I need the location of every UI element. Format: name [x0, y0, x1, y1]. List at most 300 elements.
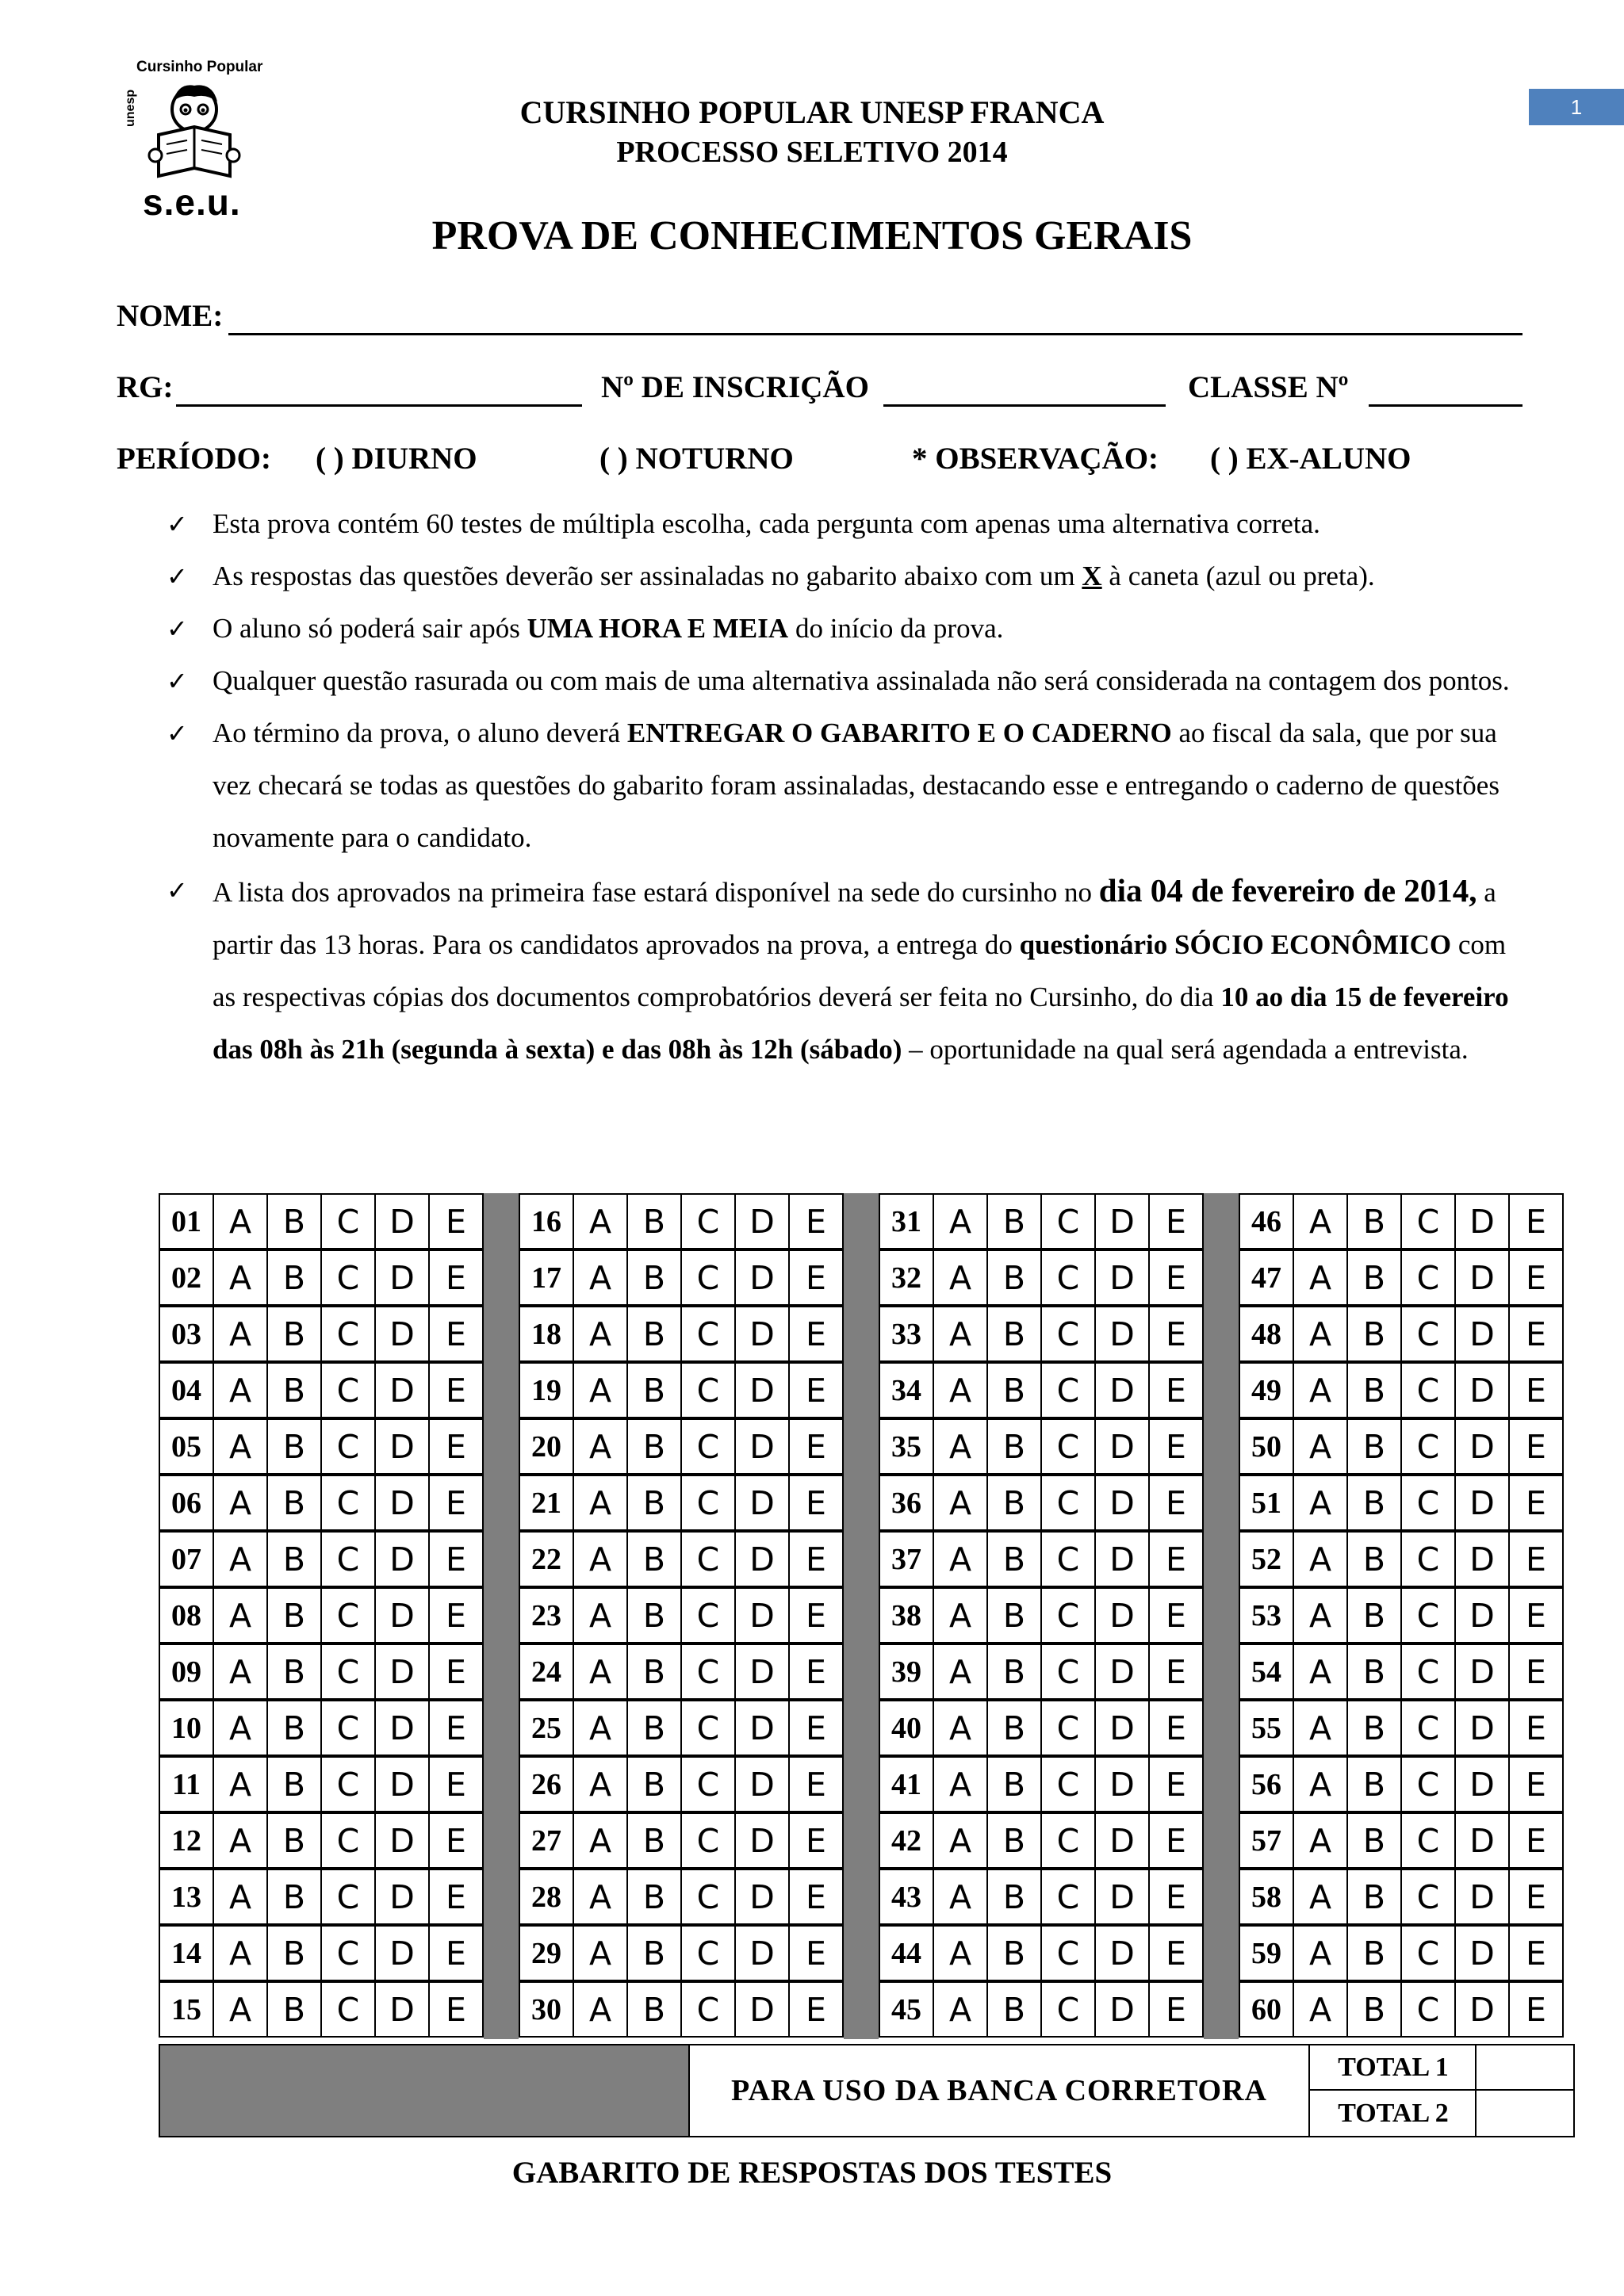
answer-option-a[interactable]: A: [933, 1362, 986, 1418]
answer-option-b[interactable]: B: [986, 1700, 1040, 1756]
answer-option-e[interactable]: E: [428, 1756, 484, 1812]
answer-option-d[interactable]: D: [374, 1306, 428, 1362]
answer-option-b[interactable]: B: [986, 1981, 1040, 2038]
answer-option-e[interactable]: E: [428, 1869, 484, 1925]
answer-option-c[interactable]: C: [1400, 1587, 1454, 1644]
answer-option-a[interactable]: A: [1293, 1812, 1346, 1869]
answer-option-e[interactable]: E: [788, 1531, 844, 1587]
answer-option-e[interactable]: E: [788, 1249, 844, 1306]
answer-option-c[interactable]: C: [680, 1418, 734, 1475]
answer-option-c[interactable]: C: [1040, 1700, 1094, 1756]
answer-option-b[interactable]: B: [626, 1249, 680, 1306]
answer-option-b[interactable]: B: [626, 1362, 680, 1418]
answer-option-d[interactable]: D: [374, 1644, 428, 1700]
answer-option-b[interactable]: B: [266, 1869, 320, 1925]
answer-option-a[interactable]: A: [213, 1531, 266, 1587]
answer-option-c[interactable]: C: [680, 1981, 734, 2038]
answer-option-b[interactable]: B: [1346, 1418, 1400, 1475]
answer-option-b[interactable]: B: [986, 1362, 1040, 1418]
answer-option-c[interactable]: C: [1400, 1531, 1454, 1587]
answer-option-d[interactable]: D: [734, 1418, 788, 1475]
answer-option-a[interactable]: A: [213, 1812, 266, 1869]
answer-option-a[interactable]: A: [933, 1418, 986, 1475]
answer-option-c[interactable]: C: [1040, 1587, 1094, 1644]
answer-option-a[interactable]: A: [1293, 1869, 1346, 1925]
answer-option-b[interactable]: B: [626, 1812, 680, 1869]
answer-option-b[interactable]: B: [626, 1756, 680, 1812]
answer-option-c[interactable]: C: [1400, 1475, 1454, 1531]
answer-option-d[interactable]: D: [1454, 1812, 1508, 1869]
answer-option-b[interactable]: B: [626, 1418, 680, 1475]
answer-option-e[interactable]: E: [788, 1644, 844, 1700]
answer-option-b[interactable]: B: [986, 1812, 1040, 1869]
answer-option-c[interactable]: C: [320, 1812, 374, 1869]
answer-option-e[interactable]: E: [428, 1812, 484, 1869]
answer-option-b[interactable]: B: [266, 1587, 320, 1644]
answer-option-c[interactable]: C: [1400, 1925, 1454, 1981]
answer-option-d[interactable]: D: [1454, 1193, 1508, 1249]
answer-option-c[interactable]: C: [320, 1475, 374, 1531]
answer-option-a[interactable]: A: [933, 1306, 986, 1362]
answer-option-e[interactable]: E: [1508, 1812, 1564, 1869]
answer-option-c[interactable]: C: [1040, 1249, 1094, 1306]
answer-option-b[interactable]: B: [626, 1981, 680, 2038]
answer-option-b[interactable]: B: [986, 1644, 1040, 1700]
answer-option-b[interactable]: B: [266, 1756, 320, 1812]
answer-option-a[interactable]: A: [1293, 1531, 1346, 1587]
answer-option-b[interactable]: B: [626, 1306, 680, 1362]
answer-option-e[interactable]: E: [1148, 1587, 1204, 1644]
answer-option-d[interactable]: D: [1094, 1362, 1148, 1418]
answer-option-a[interactable]: A: [933, 1475, 986, 1531]
answer-option-c[interactable]: C: [680, 1362, 734, 1418]
answer-option-a[interactable]: A: [1293, 1587, 1346, 1644]
answer-option-b[interactable]: B: [986, 1756, 1040, 1812]
answer-option-e[interactable]: E: [788, 1418, 844, 1475]
answer-option-d[interactable]: D: [1094, 1925, 1148, 1981]
answer-option-d[interactable]: D: [374, 1249, 428, 1306]
answer-option-e[interactable]: E: [1148, 1812, 1204, 1869]
answer-option-c[interactable]: C: [1040, 1193, 1094, 1249]
answer-option-b[interactable]: B: [266, 1249, 320, 1306]
answer-option-c[interactable]: C: [320, 1249, 374, 1306]
answer-option-c[interactable]: C: [1400, 1362, 1454, 1418]
answer-option-e[interactable]: E: [428, 1306, 484, 1362]
answer-option-d[interactable]: D: [734, 1981, 788, 2038]
answer-option-b[interactable]: B: [986, 1531, 1040, 1587]
answer-option-d[interactable]: D: [734, 1362, 788, 1418]
answer-option-a[interactable]: A: [573, 1925, 626, 1981]
answer-option-a[interactable]: A: [573, 1756, 626, 1812]
answer-option-e[interactable]: E: [788, 1981, 844, 2038]
answer-option-b[interactable]: B: [626, 1475, 680, 1531]
answer-option-b[interactable]: B: [1346, 1193, 1400, 1249]
answer-option-c[interactable]: C: [680, 1756, 734, 1812]
answer-option-b[interactable]: B: [1346, 1925, 1400, 1981]
answer-option-e[interactable]: E: [1508, 1869, 1564, 1925]
answer-option-b[interactable]: B: [266, 1418, 320, 1475]
answer-option-b[interactable]: B: [1346, 1306, 1400, 1362]
answer-option-a[interactable]: A: [573, 1700, 626, 1756]
answer-option-c[interactable]: C: [1400, 1812, 1454, 1869]
answer-option-d[interactable]: D: [1454, 1531, 1508, 1587]
answer-option-e[interactable]: E: [1508, 1925, 1564, 1981]
answer-option-d[interactable]: D: [374, 1587, 428, 1644]
answer-option-e[interactable]: E: [428, 1475, 484, 1531]
answer-option-e[interactable]: E: [428, 1587, 484, 1644]
answer-option-e[interactable]: E: [1508, 1306, 1564, 1362]
answer-option-d[interactable]: D: [374, 1475, 428, 1531]
answer-option-d[interactable]: D: [734, 1531, 788, 1587]
answer-option-e[interactable]: E: [1148, 1193, 1204, 1249]
answer-option-e[interactable]: E: [428, 1925, 484, 1981]
answer-option-e[interactable]: E: [1148, 1306, 1204, 1362]
inscricao-input-line[interactable]: [883, 404, 1166, 407]
answer-option-d[interactable]: D: [734, 1925, 788, 1981]
answer-option-a[interactable]: A: [1293, 1644, 1346, 1700]
answer-option-c[interactable]: C: [1040, 1306, 1094, 1362]
answer-option-c[interactable]: C: [1400, 1306, 1454, 1362]
answer-option-e[interactable]: E: [1148, 1981, 1204, 2038]
answer-option-a[interactable]: A: [213, 1475, 266, 1531]
answer-option-d[interactable]: D: [734, 1306, 788, 1362]
answer-option-a[interactable]: A: [573, 1644, 626, 1700]
answer-option-b[interactable]: B: [1346, 1362, 1400, 1418]
answer-option-d[interactable]: D: [1454, 1644, 1508, 1700]
answer-option-c[interactable]: C: [1040, 1475, 1094, 1531]
answer-option-e[interactable]: E: [1508, 1418, 1564, 1475]
answer-option-e[interactable]: E: [1508, 1193, 1564, 1249]
answer-option-a[interactable]: A: [213, 1587, 266, 1644]
answer-option-e[interactable]: E: [1148, 1869, 1204, 1925]
answer-option-e[interactable]: E: [788, 1869, 844, 1925]
answer-option-d[interactable]: D: [734, 1587, 788, 1644]
answer-option-a[interactable]: A: [933, 1981, 986, 2038]
answer-option-c[interactable]: C: [320, 1700, 374, 1756]
answer-option-d[interactable]: D: [734, 1193, 788, 1249]
answer-option-e[interactable]: E: [428, 1644, 484, 1700]
answer-option-b[interactable]: B: [1346, 1587, 1400, 1644]
answer-option-c[interactable]: C: [1400, 1981, 1454, 2038]
answer-option-c[interactable]: C: [1400, 1418, 1454, 1475]
diurno-checkbox[interactable]: ( ) DIURNO: [316, 442, 477, 476]
answer-option-c[interactable]: C: [680, 1306, 734, 1362]
answer-option-a[interactable]: A: [573, 1869, 626, 1925]
answer-option-e[interactable]: E: [1148, 1475, 1204, 1531]
answer-option-a[interactable]: A: [213, 1249, 266, 1306]
answer-option-e[interactable]: E: [788, 1700, 844, 1756]
answer-option-e[interactable]: E: [1508, 1249, 1564, 1306]
answer-option-a[interactable]: A: [573, 1531, 626, 1587]
answer-option-a[interactable]: A: [933, 1925, 986, 1981]
answer-option-e[interactable]: E: [1508, 1981, 1564, 2038]
answer-option-d[interactable]: D: [374, 1981, 428, 2038]
answer-option-c[interactable]: C: [680, 1925, 734, 1981]
answer-option-c[interactable]: C: [680, 1869, 734, 1925]
noturno-checkbox[interactable]: ( ) NOTURNO: [599, 442, 794, 476]
answer-option-e[interactable]: E: [428, 1193, 484, 1249]
answer-option-d[interactable]: D: [1454, 1925, 1508, 1981]
answer-option-a[interactable]: A: [573, 1249, 626, 1306]
answer-option-b[interactable]: B: [266, 1193, 320, 1249]
answer-option-b[interactable]: B: [626, 1869, 680, 1925]
answer-option-c[interactable]: C: [680, 1249, 734, 1306]
answer-option-d[interactable]: D: [1454, 1869, 1508, 1925]
answer-option-e[interactable]: E: [428, 1981, 484, 2038]
answer-option-a[interactable]: A: [573, 1362, 626, 1418]
answer-option-b[interactable]: B: [1346, 1700, 1400, 1756]
answer-option-b[interactable]: B: [266, 1981, 320, 2038]
answer-option-e[interactable]: E: [788, 1925, 844, 1981]
answer-option-b[interactable]: B: [986, 1418, 1040, 1475]
answer-option-d[interactable]: D: [374, 1812, 428, 1869]
answer-option-d[interactable]: D: [1094, 1812, 1148, 1869]
answer-option-a[interactable]: A: [1293, 1362, 1346, 1418]
answer-option-a[interactable]: A: [1293, 1475, 1346, 1531]
answer-option-e[interactable]: E: [1148, 1700, 1204, 1756]
answer-option-b[interactable]: B: [626, 1193, 680, 1249]
answer-option-d[interactable]: D: [1094, 1756, 1148, 1812]
answer-option-d[interactable]: D: [1094, 1700, 1148, 1756]
answer-option-a[interactable]: A: [933, 1812, 986, 1869]
answer-option-b[interactable]: B: [986, 1869, 1040, 1925]
answer-option-d[interactable]: D: [1094, 1981, 1148, 2038]
answer-option-c[interactable]: C: [1400, 1869, 1454, 1925]
answer-option-b[interactable]: B: [626, 1700, 680, 1756]
answer-option-b[interactable]: B: [266, 1812, 320, 1869]
answer-option-e[interactable]: E: [1508, 1475, 1564, 1531]
answer-option-a[interactable]: A: [933, 1700, 986, 1756]
answer-option-a[interactable]: A: [1293, 1249, 1346, 1306]
answer-option-b[interactable]: B: [986, 1925, 1040, 1981]
answer-option-b[interactable]: B: [1346, 1644, 1400, 1700]
answer-option-a[interactable]: A: [1293, 1925, 1346, 1981]
answer-option-c[interactable]: C: [680, 1193, 734, 1249]
answer-option-e[interactable]: E: [788, 1587, 844, 1644]
answer-option-a[interactable]: A: [1293, 1756, 1346, 1812]
answer-option-e[interactable]: E: [1508, 1644, 1564, 1700]
answer-option-e[interactable]: E: [788, 1362, 844, 1418]
answer-option-e[interactable]: E: [1508, 1756, 1564, 1812]
answer-option-b[interactable]: B: [1346, 1531, 1400, 1587]
answer-option-d[interactable]: D: [374, 1531, 428, 1587]
answer-option-e[interactable]: E: [788, 1812, 844, 1869]
answer-option-c[interactable]: C: [1040, 1362, 1094, 1418]
answer-option-b[interactable]: B: [986, 1193, 1040, 1249]
answer-option-e[interactable]: E: [1148, 1531, 1204, 1587]
answer-option-b[interactable]: B: [1346, 1756, 1400, 1812]
answer-option-d[interactable]: D: [1454, 1418, 1508, 1475]
answer-option-c[interactable]: C: [320, 1925, 374, 1981]
answer-option-e[interactable]: E: [1148, 1249, 1204, 1306]
answer-option-d[interactable]: D: [1454, 1306, 1508, 1362]
answer-option-d[interactable]: D: [374, 1869, 428, 1925]
answer-option-b[interactable]: B: [1346, 1869, 1400, 1925]
answer-option-b[interactable]: B: [266, 1531, 320, 1587]
answer-option-b[interactable]: B: [266, 1475, 320, 1531]
answer-option-a[interactable]: A: [213, 1869, 266, 1925]
answer-option-b[interactable]: B: [986, 1475, 1040, 1531]
answer-option-a[interactable]: A: [573, 1475, 626, 1531]
answer-option-e[interactable]: E: [1508, 1587, 1564, 1644]
answer-option-b[interactable]: B: [626, 1587, 680, 1644]
nome-input-line[interactable]: [228, 333, 1522, 335]
answer-option-a[interactable]: A: [213, 1306, 266, 1362]
answer-option-d[interactable]: D: [734, 1700, 788, 1756]
answer-option-c[interactable]: C: [320, 1362, 374, 1418]
answer-option-b[interactable]: B: [266, 1925, 320, 1981]
answer-option-d[interactable]: D: [374, 1193, 428, 1249]
answer-option-e[interactable]: E: [788, 1193, 844, 1249]
answer-option-e[interactable]: E: [1148, 1644, 1204, 1700]
answer-option-c[interactable]: C: [680, 1475, 734, 1531]
answer-option-e[interactable]: E: [428, 1249, 484, 1306]
answer-option-a[interactable]: A: [213, 1418, 266, 1475]
answer-option-e[interactable]: E: [428, 1418, 484, 1475]
answer-option-a[interactable]: A: [1293, 1981, 1346, 2038]
answer-option-c[interactable]: C: [320, 1418, 374, 1475]
answer-option-a[interactable]: A: [933, 1587, 986, 1644]
answer-option-a[interactable]: A: [1293, 1700, 1346, 1756]
answer-option-d[interactable]: D: [734, 1812, 788, 1869]
answer-option-b[interactable]: B: [986, 1587, 1040, 1644]
answer-option-e[interactable]: E: [1148, 1362, 1204, 1418]
answer-option-d[interactable]: D: [374, 1925, 428, 1981]
answer-option-e[interactable]: E: [1508, 1362, 1564, 1418]
answer-option-a[interactable]: A: [1293, 1306, 1346, 1362]
answer-option-c[interactable]: C: [320, 1756, 374, 1812]
answer-option-d[interactable]: D: [1454, 1249, 1508, 1306]
ex-aluno-checkbox[interactable]: ( ) EX-ALUNO: [1210, 442, 1411, 476]
answer-option-d[interactable]: D: [734, 1869, 788, 1925]
answer-option-a[interactable]: A: [1293, 1418, 1346, 1475]
answer-option-a[interactable]: A: [213, 1925, 266, 1981]
answer-option-a[interactable]: A: [573, 1587, 626, 1644]
answer-option-c[interactable]: C: [1040, 1531, 1094, 1587]
answer-option-a[interactable]: A: [213, 1644, 266, 1700]
answer-option-b[interactable]: B: [266, 1700, 320, 1756]
answer-option-b[interactable]: B: [266, 1362, 320, 1418]
answer-option-c[interactable]: C: [320, 1306, 374, 1362]
answer-option-a[interactable]: A: [213, 1700, 266, 1756]
answer-option-a[interactable]: A: [933, 1249, 986, 1306]
answer-option-b[interactable]: B: [1346, 1249, 1400, 1306]
answer-option-b[interactable]: B: [266, 1644, 320, 1700]
answer-option-a[interactable]: A: [933, 1644, 986, 1700]
answer-option-d[interactable]: D: [1094, 1193, 1148, 1249]
answer-option-a[interactable]: A: [213, 1756, 266, 1812]
answer-option-c[interactable]: C: [1040, 1812, 1094, 1869]
answer-option-e[interactable]: E: [1508, 1700, 1564, 1756]
answer-option-e[interactable]: E: [428, 1531, 484, 1587]
answer-option-e[interactable]: E: [1148, 1925, 1204, 1981]
answer-option-d[interactable]: D: [734, 1475, 788, 1531]
answer-option-d[interactable]: D: [1094, 1587, 1148, 1644]
answer-option-d[interactable]: D: [1454, 1475, 1508, 1531]
total1-value-box[interactable]: [1475, 2045, 1575, 2091]
answer-option-d[interactable]: D: [1094, 1644, 1148, 1700]
answer-option-a[interactable]: A: [573, 1981, 626, 2038]
answer-option-b[interactable]: B: [986, 1249, 1040, 1306]
answer-option-d[interactable]: D: [1094, 1869, 1148, 1925]
answer-option-b[interactable]: B: [986, 1306, 1040, 1362]
answer-option-c[interactable]: C: [1400, 1644, 1454, 1700]
answer-option-e[interactable]: E: [788, 1475, 844, 1531]
answer-option-a[interactable]: A: [933, 1531, 986, 1587]
answer-option-c[interactable]: C: [680, 1700, 734, 1756]
answer-option-c[interactable]: C: [320, 1869, 374, 1925]
classe-input-line[interactable]: [1369, 404, 1522, 407]
answer-option-d[interactable]: D: [1094, 1306, 1148, 1362]
answer-option-c[interactable]: C: [1040, 1925, 1094, 1981]
answer-option-d[interactable]: D: [1454, 1981, 1508, 2038]
answer-option-a[interactable]: A: [933, 1193, 986, 1249]
answer-option-a[interactable]: A: [933, 1756, 986, 1812]
rg-input-line[interactable]: [176, 404, 582, 407]
answer-option-c[interactable]: C: [1400, 1249, 1454, 1306]
answer-option-c[interactable]: C: [1400, 1193, 1454, 1249]
answer-option-a[interactable]: A: [213, 1362, 266, 1418]
answer-option-c[interactable]: C: [1040, 1869, 1094, 1925]
answer-option-a[interactable]: A: [573, 1812, 626, 1869]
answer-option-c[interactable]: C: [1400, 1700, 1454, 1756]
answer-option-d[interactable]: D: [1454, 1700, 1508, 1756]
answer-option-d[interactable]: D: [1454, 1756, 1508, 1812]
answer-option-e[interactable]: E: [428, 1362, 484, 1418]
answer-option-e[interactable]: E: [1508, 1531, 1564, 1587]
answer-option-e[interactable]: E: [788, 1756, 844, 1812]
answer-option-e[interactable]: E: [1148, 1418, 1204, 1475]
answer-option-d[interactable]: D: [1094, 1531, 1148, 1587]
answer-option-d[interactable]: D: [374, 1418, 428, 1475]
answer-option-b[interactable]: B: [626, 1531, 680, 1587]
answer-option-a[interactable]: A: [573, 1418, 626, 1475]
total2-value-box[interactable]: [1475, 2091, 1575, 2136]
answer-option-d[interactable]: D: [734, 1249, 788, 1306]
answer-option-d[interactable]: D: [374, 1756, 428, 1812]
answer-option-b[interactable]: B: [1346, 1812, 1400, 1869]
answer-option-c[interactable]: C: [320, 1644, 374, 1700]
answer-option-b[interactable]: B: [1346, 1475, 1400, 1531]
answer-option-b[interactable]: B: [1346, 1981, 1400, 2038]
answer-option-c[interactable]: C: [320, 1531, 374, 1587]
answer-option-c[interactable]: C: [320, 1587, 374, 1644]
answer-option-c[interactable]: C: [680, 1812, 734, 1869]
answer-option-c[interactable]: C: [680, 1531, 734, 1587]
answer-option-c[interactable]: C: [1040, 1418, 1094, 1475]
answer-option-d[interactable]: D: [1454, 1362, 1508, 1418]
answer-option-b[interactable]: B: [266, 1306, 320, 1362]
answer-option-c[interactable]: C: [1040, 1981, 1094, 2038]
answer-option-d[interactable]: D: [734, 1756, 788, 1812]
answer-option-d[interactable]: D: [734, 1644, 788, 1700]
answer-option-c[interactable]: C: [680, 1587, 734, 1644]
answer-option-c[interactable]: C: [1040, 1756, 1094, 1812]
answer-option-e[interactable]: E: [788, 1306, 844, 1362]
answer-option-c[interactable]: C: [320, 1981, 374, 2038]
answer-option-c[interactable]: C: [680, 1644, 734, 1700]
answer-option-d[interactable]: D: [374, 1362, 428, 1418]
answer-option-d[interactable]: D: [374, 1700, 428, 1756]
answer-option-c[interactable]: C: [1400, 1756, 1454, 1812]
answer-option-c[interactable]: C: [1040, 1644, 1094, 1700]
answer-option-d[interactable]: D: [1094, 1475, 1148, 1531]
answer-option-a[interactable]: A: [213, 1193, 266, 1249]
answer-option-d[interactable]: D: [1094, 1249, 1148, 1306]
answer-option-c[interactable]: C: [320, 1193, 374, 1249]
answer-option-e[interactable]: E: [428, 1700, 484, 1756]
answer-option-a[interactable]: A: [933, 1869, 986, 1925]
